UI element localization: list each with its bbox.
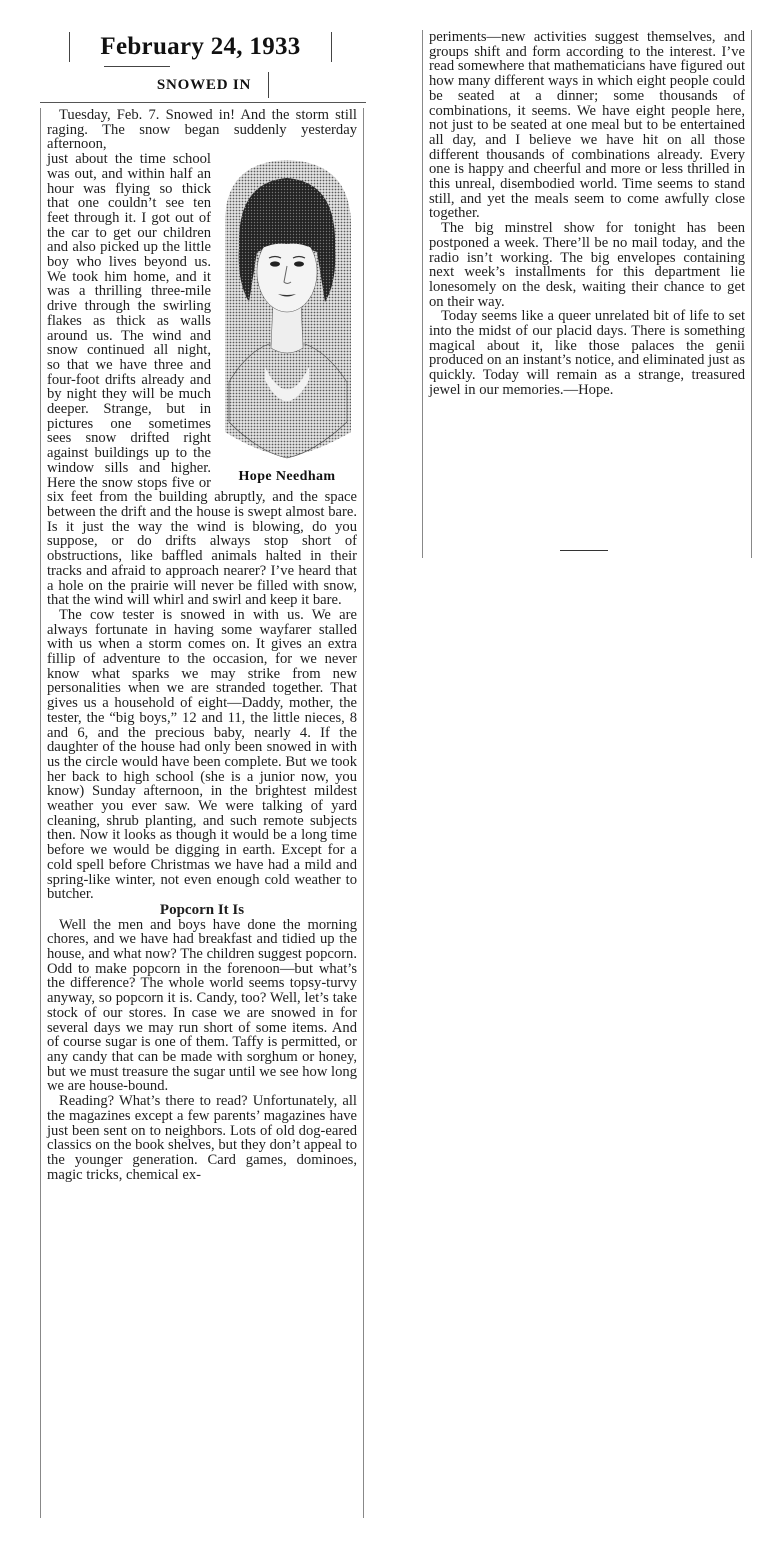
headline-box xyxy=(140,72,269,98)
article-paragraph: The big minstrel show for tonight has been postponed a week. There’ll be no mail today, and the radio isn’t working. The big envelopes containing next week’s installments for this department lie lonesomely on the desk, waiting their chance to get on their way. xyxy=(429,220,745,310)
article-column-right xyxy=(422,30,752,558)
article-paragraph: periments—new activities suggest themselves, and groups shift and form according to the interest. I’ve read somewhere that mathematicians have figured out how many different ways in which eight people could be seated at a dinner; some thousands of combinations, it seems. We have eight people here, not just to be seated at one meal but to be entertained all day, and I believe we have hit on all those different thousands of combinations already. Every one is happy and cheerful and more or less thrilled in this unreal, disembodied world. Time seems to stand still, and yet the meals seem to come awfully close together. xyxy=(429,29,745,222)
portrait-photo xyxy=(217,152,357,485)
dateline xyxy=(69,32,332,62)
section-subhead: Popcorn It Is xyxy=(159,901,245,918)
article-paragraph: Reading? What’s there to read? Unfortunately, all the magazines except a few parents’ magazines have just been sent on to neighbors. Lots of old dog-eared classics on the book shelves, but they don’t appeal to the younger generation. Card games, dominoes, magic tricks, chemical ex- xyxy=(47,1093,357,1183)
column-text xyxy=(47,108,357,1182)
portrait-image xyxy=(217,152,357,468)
photo-caption: Hope Needham xyxy=(238,469,336,485)
divider xyxy=(40,102,366,103)
article-paragraph: just about the time school was out, and within half an hour was flying so thick that one couldn’t see ten feet through it. I got out of the car to get our children and also picked up the little boy who lives beyond us. We took him home, and it was a thrilling three-mile drive through the swirling flakes as thick as walls around us. The wind and snow continued all night, so that we have three and four-foot drifts already and by night they will be much deeper. Strange, but in pictures one sometimes sees snow drifted right against buildings up to the window sills and higher. Here the snow stops five or six feet from the building abruptly, and the space between the drift and the house is swept almost bare. Is it just the way the wind is blowing, do you suppose, or do drifts always stop short of obstructions, like baffled animals halted in their tracks and afraid to approach nearer? I’ve heard that a hole on the prairie will never be filled with snow, that the wind will whirl and swirl and keep it bare. xyxy=(47,151,357,609)
end-rule xyxy=(560,550,608,551)
article-lead: Tuesday, Feb. 7. Snowed in! And the storm still raging. The snow began suddenly yesterday afternoon, xyxy=(47,107,357,153)
divider xyxy=(104,66,170,67)
column-text xyxy=(429,30,745,398)
article-column-left xyxy=(40,108,364,1518)
article-paragraph: Today seems like a queer unrelated bit of life to set into the midst of our placid days. There is something magical about it, like those palaces the genii produced on an instant’s notice, and eliminated just as quickly. Today will remain as a strange, treasured jewel in our memories.—Hope. xyxy=(429,308,745,398)
article-paragraph: The cow tester is snowed in with us. We are always fortunate in having some wayfarer stalled with us when a storm comes on. It gives an extra fillip of adventure to the occasion, for we never know what sparks we may strike from new personalities when we are stranded together. That gives us a household of eight—Daddy, mother, the tester, the “big boys,” 12 and 11, the little nieces, 8 and 6, and the precious baby, nearly 4. If the daughter of the house had only been snowed in with us the circle would have been complete. But we took her back to high school (she is a junior now, you know) Sunday afternoon, in the brightest mildest weather you ever saw. We were talking of yard cleaning, shrub planting, and such remote subjects then. Now it looks as though it would be a long time before we would be digging in earth. Except for a cold spell before Christmas we have had a mild and spring-like winter, not even enough cold weather to butcher. xyxy=(47,606,357,903)
date-text: February 24, 1933 xyxy=(100,33,301,60)
article-paragraph: Well the men and boys have done the morning chores, and we have had breakfast and tidied up the house, and what now? The children suggest popcorn. Odd to make popcorn in the forenoon—but what’s the difference? The whole world seems topsy-turvy anyway, so popcorn it is. Candy, too? Well, let’s take stock of our stores. In case we are snowed in for several days we may run short of some items. And of course sugar is one of them. Taffy is permitted, or any candy that can be made with sorghum or honey, but we must treasure the sugar until we see how long we are house-bound. xyxy=(47,916,357,1095)
headline-text: SNOWED IN xyxy=(156,76,252,93)
